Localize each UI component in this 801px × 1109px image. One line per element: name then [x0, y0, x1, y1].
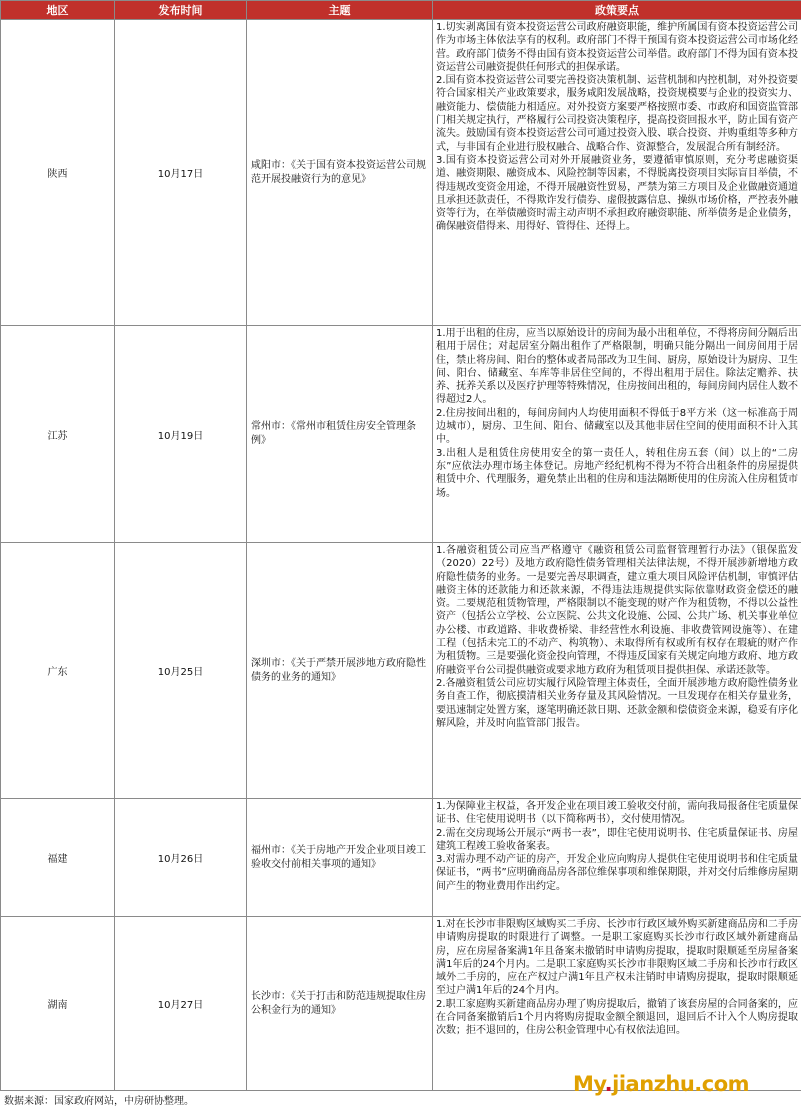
policy-point: 2.住房按间出租的，每间房间内人均使用面积不得低于8平方米（这一标准高于周边城市），厨房、卫生间、阳台、储藏室以及其他非居住空间的使用面积不计入其中。 [436, 407, 798, 446]
points-cell [433, 917, 801, 1091]
points-cell [433, 326, 801, 543]
date-cell: 10月26日 [115, 799, 247, 917]
header-topic: 主题 [247, 1, 433, 20]
topic-cell: 常州市：《常州市租赁住房安全管理条例》 [247, 326, 433, 543]
table-row [1, 326, 801, 543]
region-cell: 福建 [1, 799, 115, 917]
header-date: 发布时间 [115, 1, 247, 20]
policy-point: 1.对在长沙市非限购区域购买二手房、长沙市行政区域外购买新建商品房和二手房申请购房提取的时限进行了调整。一是职工家庭购买长沙市行政区域外新建商品房，应在房屋备案满1年且备案未撤销时申请购房提取，提取时限顺延至房屋备案满1年后的24个月内。二是职工家庭购买长沙市非限购区域二手房和长沙市行政区域外二手房的，应在产权过户满1年且产权未注销时申请购房提取，提取时限顺延至过户满1年后的24个月内。 [436, 919, 798, 997]
topic-cell: 深圳市：《关于严禁开展涉地方政府隐性债务的业务的通知》 [247, 543, 433, 799]
policy-point: 2.需在交房现场公开展示“两书一表”，即住宅使用说明书、住宅质量保证书、房屋建筑工程竣工验收备案表。 [436, 827, 798, 852]
policy-point: 3.对需办理不动产证的房产，开发企业应向购房人提供住宅使用说明书和住宅质量保证书，“两书”应明确商品房各部位维保事项和维保期限，并对交付后维修房屋期间产生的物业费用作出约定。 [436, 854, 798, 892]
region-cell: 陕西 [1, 20, 115, 326]
date-cell: 10月27日 [115, 917, 247, 1091]
policy-point: 3.出租人是租赁住房使用安全的第一责任人，转租住房五套（间）以上的“二房东”应依法办理市场主体登记。房地产经纪机构不得为不符合出租条件的房屋提供租赁中介、代理服务，避免禁止出租的住房和违法隔断使用的住房流入住房租赁市场。 [436, 447, 798, 499]
policy-point: 2.职工家庭购买新建商品房办理了购房提取后，撤销了该套房屋的合同备案的，应在合同备案撤销后1个月内将购房提取金额全额退回，退回后不计入个人购房提取次数；拒不退回的，住房公积金管理中心有权依法追回。 [436, 998, 798, 1037]
points-cell [433, 799, 801, 917]
topic-cell: 长沙市：《关于打击和防范违规提取住房公积金行为的通知》 [247, 917, 433, 1091]
table-row [1, 799, 801, 917]
header-region: 地区 [1, 1, 115, 20]
policy-point: 1.各融资租赁公司应当严格遵守《融资租赁公司监督管理暂行办法》（银保监发（2020）22号）及地方政府隐性债务管理相关法律法规，不得开展涉新增地方政府隐性债务的业务。一是要完善尽职调查，建立重大项目风险评估机制，审慎评估融资主体的还款能力和还款来源，不得违法违规提供实际依靠财政资金偿还的融资。二要规范租赁物管理，严格限制以不能变现的财产作为租赁物，不得以公益性资产（包括公立学校、公立医院、公共文化设施、公园、公共广场、机关事业单位办公楼、市政道路、非收费桥梁、非经营性水利设施、非收费管网设施等）、在建工程（包括未完工的不动产、构筑物）、未取得所有权或所有权存在瑕疵的财产作为租赁物。三是要强化资金投向管理，不得违反国家有关规定向地方政府、地方政府融资平台公司提供融资或要求地方政府为租赁项目提供担保、承诺还款等。 [436, 545, 798, 676]
region-cell: 广东 [1, 543, 115, 799]
policy-point: 1.切实剥离国有资本投资运营公司政府融资职能，维护所属国有资本投资运营公司作为市场主体依法享有的权利。政府部门不得干预国有资本投资运营公司市场化经营。政府部门债务不得由国有资本投资运营公司举借。政府部门不得为国有资本投资运营公司融资提供任何形式的担保承诺。 [436, 22, 798, 73]
date-cell: 10月25日 [115, 543, 247, 799]
region-cell: 江苏 [1, 326, 115, 543]
region-cell: 湖南 [1, 917, 115, 1091]
date-cell: 10月17日 [115, 20, 247, 326]
site-watermark [573, 1072, 749, 1096]
policy-point: 1.为保障业主权益，各开发企业在项目竣工验收交付前，需向我局报备住宅质量保证书、住宅使用说明书（以下简称两书），交付使用情况。 [436, 801, 798, 826]
date-cell: 10月19日 [115, 326, 247, 543]
source-note: 数据来源：国家政府网站，中房研协整理。 [4, 1096, 194, 1107]
table-header-row [1, 1, 801, 20]
policy-point: 1.用于出租的住房，应当以原始设计的房间为最小出租单位，不得将房间分隔后出租用于居住；对起居室分隔出租作了严格限制，明确只能分隔出一间房间用于居住，禁止将房间、阳台的整体或者局部改为卫生间、厨房，原始设计为厨房、卫生间、阳台、储藏室、车库等非居住空间的，不得出租用于居住。除法定赡养、扶养、抚养关系以及医疗护理等特殊情况，住房按间出租的，每间房间内居住人数不得超过2人。 [436, 328, 798, 406]
watermark-text-tail: jianzhu.com [612, 1072, 750, 1096]
points-cell [433, 543, 801, 799]
watermark-text-main: My [573, 1072, 605, 1096]
table-row [1, 917, 801, 1091]
header-points: 政策要点 [433, 1, 801, 20]
table-row [1, 20, 801, 326]
topic-cell: 咸阳市：《关于国有资本投资运营公司规范开展投融资行为的意见》 [247, 20, 433, 326]
table-row [1, 543, 801, 799]
points-cell [433, 20, 801, 326]
topic-cell: 福州市：《关于房地产开发企业项目竣工验收交付前相关事项的通知》 [247, 799, 433, 917]
policy-point: 2.国有资本投资运营公司要完善投资决策机制、运营机制和内控机制，对外投资要符合国家相关产业政策要求，服务咸阳发展战略，投资规模要与企业的投资实力、融资能力、偿债能力相适应。对外投资方案要严格按照市委、市政府和国资监管部门相关规定执行，严格履行公司投资决策程序，提高投资回报水平，防止国有资产流失。鼓励国有资本投资运营公司可通过投资入股、联合投资、并购重组等多种方式，与非国有企业进行股权融合、战略合作、资源整合，发展混合所有制经济。 [436, 75, 798, 153]
policy-point: 2.各融资租赁公司应切实履行风险管理主体责任，全面开展涉地方政府隐性债务业务自查工作，彻底摸清相关业务存量及其风险情况。一旦发现存在相关存量业务，要迅速制定处置方案，逐笔明确还款日期、还款金额和偿债资金来源，稳妥有序化解风险，并及时向监管部门报告。 [436, 677, 798, 729]
watermark-text-dot: . [604, 1072, 613, 1096]
policy-point: 3.国有资本投资运营公司对外开展融资业务，要遵循审慎原则，充分考虑融资渠道、融资期限、融资成本、风险控制等因素，不得脱离投资项目实际盲目举债，不得违规改变资金用途，不得开展融资性贸易，严禁为第三方项目及企业做融资通道且承担还款责任，不得欺诈发行债券、虚假披露信息、操纵市场价格，严控表外融资等行为，在举债融资时需主动声明不承担政府融资职能、所举债务是企业债务，确保融资借得来、用得好、管得住、还得上。 [436, 154, 798, 233]
